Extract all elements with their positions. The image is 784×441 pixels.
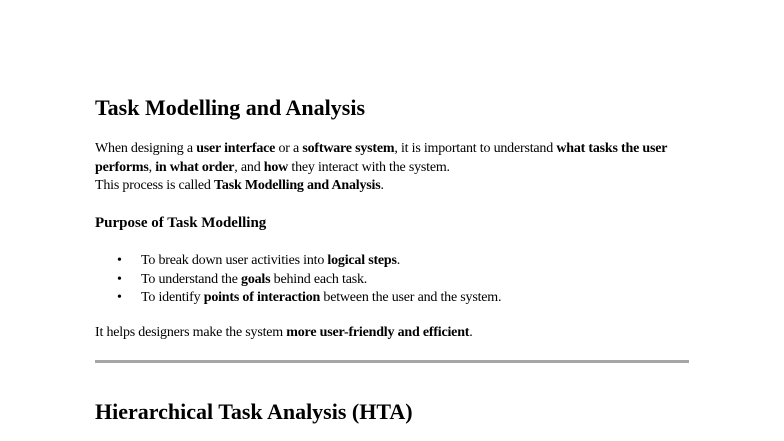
list-item-bold: points of interaction <box>203 290 321 305</box>
intro-text-4: , <box>148 159 156 175</box>
list-item-bold: goals <box>241 271 271 287</box>
list-item <box>95 289 689 308</box>
section-divider <box>95 360 689 363</box>
purpose-list <box>95 252 689 308</box>
summary-bold: more user-friendly and efficient <box>286 325 470 340</box>
intro-bold-software-system: software system <box>302 141 395 156</box>
summary-text-2: . <box>469 325 473 340</box>
section-title-task-modelling: Task Modelling and Analysis <box>95 95 366 120</box>
process-text-1: This process is called <box>95 178 215 193</box>
process-bold-title: Task Modelling and Analysis <box>214 178 381 193</box>
list-item-text: behind each task. <box>270 271 368 287</box>
intro-bold-what-order: in what order <box>155 159 235 175</box>
bullet-icon: • <box>117 271 122 287</box>
section-title-hta: Hierarchical Task Analysis (HTA) <box>95 399 413 424</box>
list-item-text: . <box>396 253 401 268</box>
intro-text-3: , it is important to understand <box>394 141 557 156</box>
intro-text-2: or a <box>275 141 303 156</box>
bullet-icon: • <box>117 253 122 268</box>
intro-bold-how: how <box>263 159 289 175</box>
subheading-purpose: Purpose of Task Modelling <box>95 215 267 231</box>
summary-text-1: It helps designers make the system <box>95 325 287 340</box>
list-item-bold: logical steps <box>327 253 397 268</box>
list-item-text: To break down user activities into <box>141 253 328 268</box>
intro-bold-what-tasks: what tasks the user performs <box>95 141 668 175</box>
process-text-2: . <box>380 178 384 193</box>
intro-text-1: When designing a <box>95 141 197 156</box>
intro-bold-user-interface: user interface <box>196 141 276 156</box>
list-item <box>95 271 689 290</box>
intro-paragraph <box>95 140 689 196</box>
list-item-text: between the user and the system. <box>320 290 502 305</box>
intro-text-6: they interact with the system. <box>288 159 450 175</box>
list-item <box>95 252 689 271</box>
list-item-text: To identify <box>141 290 204 305</box>
bullet-icon: • <box>117 290 122 305</box>
list-item-text: To understand the <box>141 271 242 287</box>
summary-paragraph <box>95 324 689 343</box>
intro-text-5: , and <box>234 159 264 175</box>
